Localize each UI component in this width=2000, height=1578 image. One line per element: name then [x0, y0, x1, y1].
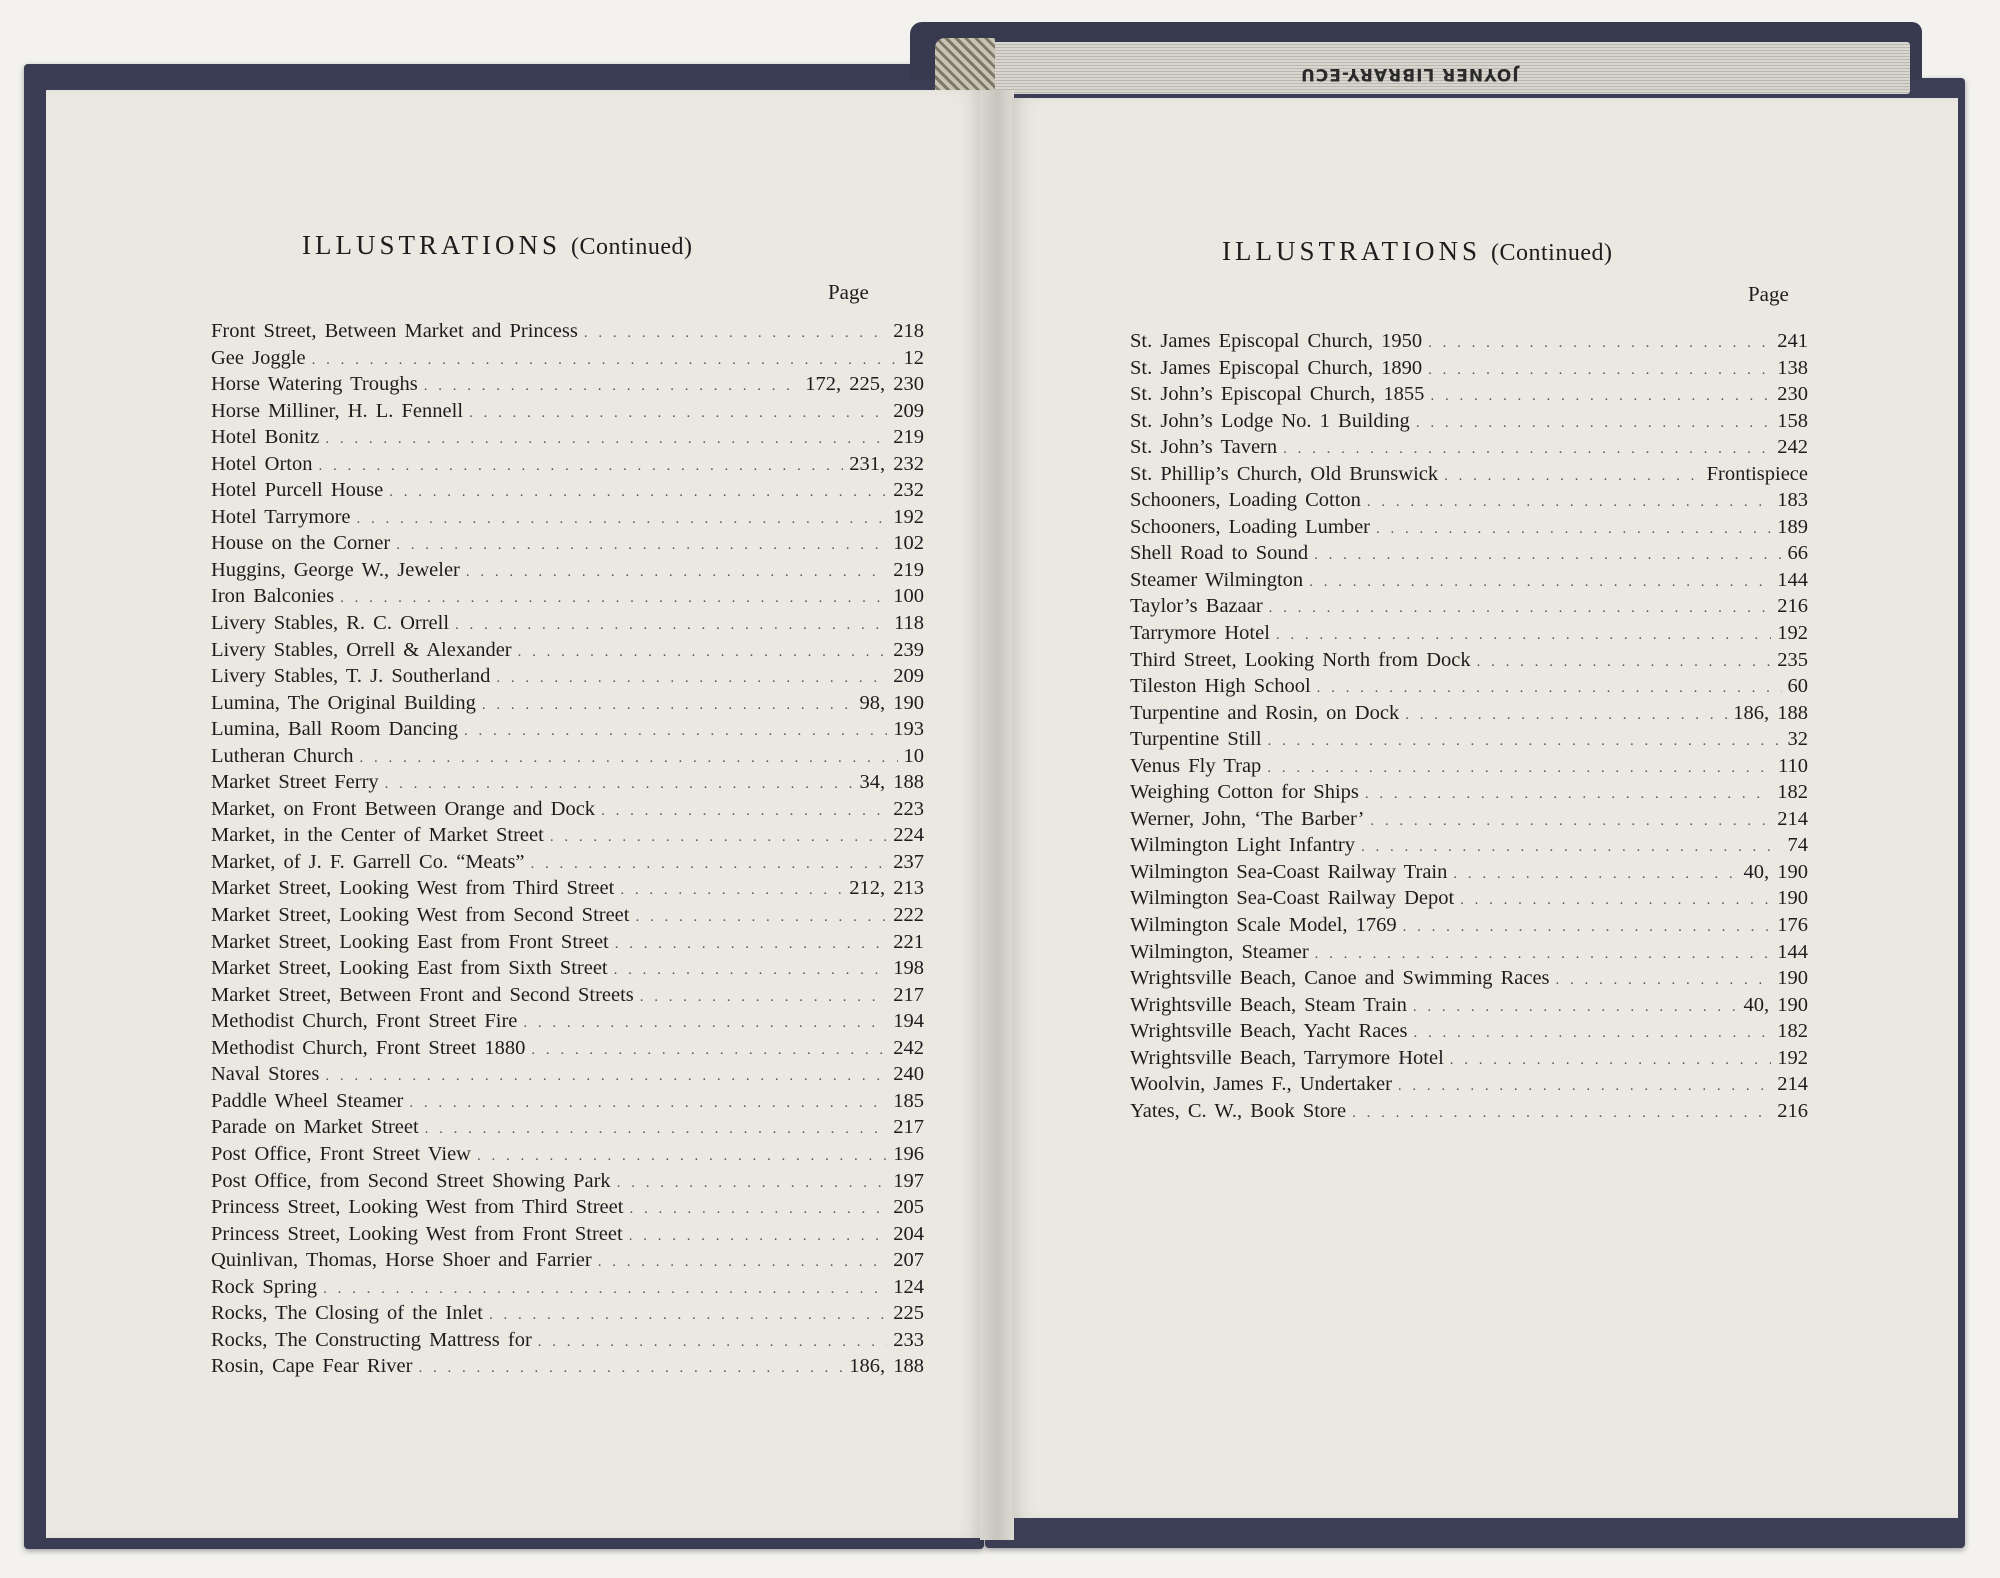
- entry-page-number: 185: [893, 1089, 924, 1112]
- entry-page-number: 183: [1777, 489, 1808, 512]
- entry-title: Horse Milliner, H. L. Fennell: [211, 399, 464, 422]
- dot-leader: [1450, 1052, 1771, 1069]
- entry-page-number: 194: [893, 1010, 924, 1033]
- entry-page-number: 218: [893, 320, 924, 342]
- entry-title: Schooners, Loading Lumber: [1130, 515, 1370, 538]
- dot-leader: [357, 511, 888, 528]
- entry-page-number: 232: [893, 479, 924, 502]
- entry-title: Market, on Front Between Orange and Dock: [211, 797, 596, 820]
- dot-leader: [523, 1015, 887, 1032]
- entry-title: Werner, John, ‘The Barber’: [1130, 807, 1365, 830]
- dot-leader: [1460, 892, 1771, 909]
- entry-title: Parade on Market Street: [211, 1116, 419, 1139]
- entry-page-number: 182: [1777, 781, 1808, 804]
- right-title-suffix: (Continued): [1491, 240, 1613, 266]
- left-entry: [211, 1010, 924, 1037]
- left-entry: [211, 984, 924, 1011]
- right-entry: [1130, 516, 1808, 543]
- entry-title: Hotel Orton: [211, 452, 313, 475]
- entry-title: Livery Stables, T. J. Southerland: [211, 665, 491, 688]
- entry-title: Wrightsville Beach, Yacht Races: [1130, 1020, 1408, 1043]
- entry-page-number: 189: [1777, 515, 1808, 538]
- left-entry: [211, 1143, 924, 1170]
- dot-leader: [1444, 468, 1701, 485]
- dot-leader: [466, 564, 887, 581]
- entry-page-number: 219: [893, 426, 924, 449]
- entry-title: Livery Stables, R. C. Orrell: [211, 612, 450, 635]
- right-entry: [1130, 1047, 1808, 1074]
- entry-page-number: 98, 190: [859, 691, 924, 714]
- dot-leader: [584, 325, 887, 342]
- left-entry: [211, 532, 924, 559]
- entry-title: Market, in the Center of Market Street: [211, 824, 544, 847]
- left-title-text: ILLUSTRATIONS: [302, 230, 561, 260]
- dot-leader: [425, 1121, 888, 1138]
- entry-title: Venus Fly Trap: [1130, 754, 1262, 777]
- entry-page-number: 40, 190: [1743, 993, 1808, 1016]
- entry-title: St. James Episcopal Church, 1890: [1130, 356, 1423, 379]
- dot-leader: [1376, 521, 1771, 538]
- left-title-suffix: (Continued): [571, 234, 693, 260]
- entry-title: Market Street, Looking East from Front Street: [211, 930, 609, 953]
- entry-page-number: 100: [893, 585, 924, 608]
- dot-leader: [325, 431, 887, 448]
- entry-title: Taylor’s Bazaar: [1130, 595, 1263, 618]
- entry-page-number: 214: [1777, 807, 1808, 830]
- entry-title: Wilmington Sea-Coast Railway Depot: [1130, 887, 1455, 910]
- entry-title: Lutheran Church: [211, 744, 354, 767]
- entry-page-number: 207: [893, 1249, 924, 1272]
- left-entry-list: [211, 320, 924, 1382]
- right-entry: [1130, 463, 1808, 490]
- left-entry: [211, 1249, 924, 1276]
- dot-leader: [455, 617, 888, 634]
- entry-page-number: 239: [893, 638, 924, 661]
- dot-leader: [1428, 362, 1771, 379]
- dot-leader: [1267, 760, 1772, 777]
- right-entry: [1130, 357, 1808, 384]
- entry-title: Wilmington Sea-Coast Railway Train: [1130, 860, 1448, 883]
- dot-leader: [1403, 919, 1772, 936]
- entry-page-number: 192: [893, 505, 924, 528]
- left-entry: [211, 320, 924, 347]
- right-page: [1012, 98, 1958, 1518]
- right-entry: [1130, 728, 1808, 755]
- dot-leader: [1361, 839, 1782, 856]
- entry-page-number: 237: [893, 850, 924, 873]
- entry-page-number: 118: [894, 612, 924, 635]
- right-entry: [1130, 569, 1808, 596]
- left-entry: [211, 1063, 924, 1090]
- left-entry: [211, 798, 924, 825]
- left-entry: [211, 1355, 924, 1382]
- left-entry: [211, 824, 924, 851]
- left-entry: [211, 1276, 924, 1303]
- left-entry: [211, 904, 924, 931]
- entry-page-number: 197: [893, 1169, 924, 1192]
- entry-title: Steamer Wilmington: [1130, 568, 1304, 591]
- entry-page-number: 138: [1777, 356, 1808, 379]
- dot-leader: [1416, 415, 1771, 432]
- entry-title: Quinlivan, Thomas, Horse Shoer and Farrier: [211, 1249, 592, 1272]
- entry-page-number: 192: [1777, 1046, 1808, 1069]
- entry-title: Hotel Tarrymore: [211, 505, 351, 528]
- dot-leader: [1477, 654, 1772, 671]
- entry-page-number: 190: [1777, 887, 1808, 910]
- dot-leader: [518, 644, 888, 661]
- dot-leader: [1365, 786, 1771, 803]
- entry-title: Wrightsville Beach, Steam Train: [1130, 993, 1407, 1016]
- entry-page-number: 66: [1787, 542, 1808, 565]
- dot-leader: [1413, 999, 1738, 1016]
- right-entry: [1130, 702, 1808, 729]
- dot-leader: [1352, 1105, 1771, 1122]
- dot-leader: [1315, 946, 1772, 963]
- right-entry: [1130, 887, 1808, 914]
- dot-leader: [601, 803, 887, 820]
- entry-page-number: 242: [1777, 436, 1808, 459]
- right-entry: [1130, 1020, 1808, 1047]
- entry-page-number: 144: [1777, 568, 1808, 591]
- entry-title: Princess Street, Looking West from Third Street: [211, 1196, 624, 1219]
- entry-title: Yates, C. W., Book Store: [1130, 1099, 1347, 1122]
- left-entry: [211, 585, 924, 612]
- dot-leader: [1556, 972, 1772, 989]
- right-entry: [1130, 967, 1808, 994]
- entry-page-number: 182: [1777, 1020, 1808, 1043]
- dot-leader: [1405, 707, 1727, 724]
- left-entry: [211, 426, 924, 453]
- entry-title: Wrightsville Beach, Canoe and Swimming Races: [1130, 967, 1550, 990]
- entry-title: Post Office, Front Street View: [211, 1142, 471, 1165]
- entry-title: Market Street, Between Front and Second Streets: [211, 983, 634, 1006]
- left-entry: [211, 400, 924, 427]
- entry-title: Rocks, The Constructing Mattress for: [211, 1328, 532, 1351]
- right-entry: [1130, 914, 1808, 941]
- left-entry: [211, 559, 924, 586]
- entry-title: Weighing Cotton for Ships: [1130, 781, 1359, 804]
- dot-leader: [340, 590, 887, 607]
- right-entry-list: [1130, 330, 1808, 1126]
- dot-leader: [1283, 441, 1771, 458]
- entry-title: Princess Street, Looking West from Front Street: [211, 1222, 623, 1245]
- left-entry: [211, 877, 924, 904]
- dot-leader: [640, 989, 887, 1006]
- dot-leader: [325, 1068, 887, 1085]
- dot-leader: [323, 1281, 887, 1298]
- entry-title: Market Street Ferry: [211, 771, 379, 794]
- right-entry: [1130, 542, 1808, 569]
- entry-page-number: 193: [893, 718, 924, 741]
- entry-page-number: 231, 232: [849, 452, 924, 475]
- entry-page-number: Frontispiece: [1706, 462, 1808, 485]
- dot-leader: [635, 909, 887, 926]
- entry-page-number: 32: [1787, 728, 1808, 751]
- book-gutter: [980, 90, 1014, 1540]
- dot-leader: [629, 1228, 888, 1245]
- dot-leader: [418, 1360, 843, 1377]
- entry-title: Naval Stores: [211, 1063, 320, 1086]
- entry-title: Tarrymore Hotel: [1130, 622, 1270, 645]
- entry-page-number: 242: [893, 1036, 924, 1059]
- entry-page-number: 190: [1777, 967, 1808, 990]
- entry-page-number: 209: [893, 665, 924, 688]
- entry-title: Hotel Bonitz: [211, 426, 320, 449]
- dot-leader: [1268, 733, 1782, 750]
- dot-leader: [1276, 627, 1771, 644]
- dot-leader: [1430, 388, 1771, 405]
- entry-title: Third Street, Looking North from Dock: [1130, 648, 1471, 671]
- left-entry: [211, 347, 924, 374]
- entry-page-number: 10: [903, 744, 924, 767]
- right-entry: [1130, 1100, 1808, 1127]
- entry-title: St. John’s Lodge No. 1 Building: [1130, 409, 1410, 432]
- entry-title: St. Phillip’s Church, Old Brunswick: [1130, 462, 1439, 485]
- entry-page-number: 235: [1777, 648, 1808, 671]
- dot-leader: [1309, 574, 1771, 591]
- dot-leader: [464, 723, 887, 740]
- dot-leader: [1453, 866, 1737, 883]
- entry-page-number: 186, 188: [849, 1355, 924, 1378]
- dot-leader: [477, 1148, 887, 1165]
- left-entry: [211, 931, 924, 958]
- entry-page-number: 225: [893, 1302, 924, 1325]
- dot-leader: [389, 484, 887, 501]
- dot-leader: [385, 776, 854, 793]
- entry-page-number: 216: [1777, 595, 1808, 618]
- left-entry: [211, 665, 924, 692]
- entry-page-number: 223: [893, 797, 924, 820]
- entry-title: Lumina, The Original Building: [211, 691, 476, 714]
- left-entry: [211, 692, 924, 719]
- entry-page-number: 205: [893, 1196, 924, 1219]
- left-entry: [211, 1302, 924, 1329]
- right-entry: [1130, 383, 1808, 410]
- entry-title: Front Street, Between Market and Princess: [211, 320, 578, 342]
- right-entry: [1130, 675, 1808, 702]
- entry-page-number: 241: [1777, 330, 1808, 352]
- left-entry: [211, 1170, 924, 1197]
- left-entry: [211, 1116, 924, 1143]
- dot-leader: [482, 697, 854, 714]
- left-entry: [211, 745, 924, 772]
- entry-page-number: 12: [903, 346, 924, 369]
- entry-title: Wrightsville Beach, Tarrymore Hotel: [1130, 1046, 1444, 1069]
- right-entry: [1130, 410, 1808, 437]
- entry-page-number: 212, 213: [849, 877, 924, 900]
- left-entry: [211, 1037, 924, 1064]
- right-title-text: ILLUSTRATIONS: [1222, 236, 1481, 266]
- entry-title: Wilmington Light Infantry: [1130, 834, 1355, 857]
- entry-page-number: 192: [1777, 622, 1808, 645]
- entry-title: Rock Spring: [211, 1275, 318, 1298]
- left-entry: [211, 612, 924, 639]
- dot-leader: [424, 378, 800, 395]
- left-entry: [211, 453, 924, 480]
- entry-page-number: 214: [1777, 1073, 1808, 1096]
- entry-title: Turpentine Still: [1130, 728, 1262, 751]
- entry-page-number: 74: [1787, 834, 1808, 857]
- right-entry: [1130, 595, 1808, 622]
- dot-leader: [312, 352, 898, 369]
- left-page-title: [302, 230, 692, 261]
- entry-page-number: 209: [893, 399, 924, 422]
- entry-page-number: 217: [893, 983, 924, 1006]
- right-entry: [1130, 649, 1808, 676]
- entry-page-number: 240: [893, 1063, 924, 1086]
- dot-leader: [617, 1175, 888, 1192]
- dot-leader: [319, 458, 844, 475]
- dot-leader: [531, 856, 888, 873]
- right-entry: [1130, 808, 1808, 835]
- entry-title: Market Street, Looking West from Third Street: [211, 877, 615, 900]
- entry-title: Horse Watering Troughs: [211, 373, 418, 396]
- dot-leader: [598, 1254, 888, 1271]
- entry-page-number: 196: [893, 1142, 924, 1165]
- entry-title: Huggins, George W., Jeweler: [211, 558, 460, 581]
- dot-leader: [409, 1095, 887, 1112]
- right-entry: [1130, 1073, 1808, 1100]
- right-entry: [1130, 861, 1808, 888]
- dot-leader: [359, 750, 897, 767]
- entry-title: Shell Road to Sound: [1130, 542, 1309, 565]
- left-entry: [211, 1090, 924, 1117]
- left-entry: [211, 1329, 924, 1356]
- entry-title: Market Street, Looking West from Second Street: [211, 904, 630, 927]
- left-page-column-label: Page: [828, 280, 869, 304]
- dot-leader: [1398, 1078, 1771, 1095]
- dot-leader: [469, 405, 887, 422]
- entry-title: Methodist Church, Front Street Fire: [211, 1010, 518, 1033]
- dot-leader: [1314, 547, 1781, 564]
- dot-leader: [550, 829, 887, 846]
- entry-page-number: 60: [1787, 675, 1808, 698]
- right-entry: [1130, 781, 1808, 808]
- entry-title: St. James Episcopal Church, 1950: [1130, 330, 1423, 352]
- entry-page-number: 144: [1777, 940, 1808, 963]
- entry-page-number: 230: [1777, 383, 1808, 406]
- entry-page-number: 217: [893, 1116, 924, 1139]
- dot-leader: [496, 670, 887, 687]
- entry-title: Livery Stables, Orrell & Alexander: [211, 638, 512, 661]
- entry-title: St. John’s Episcopal Church, 1855: [1130, 383, 1425, 406]
- right-entry: [1130, 941, 1808, 968]
- left-entry: [211, 1223, 924, 1250]
- entry-title: Rosin, Cape Fear River: [211, 1355, 413, 1378]
- dot-leader: [620, 882, 843, 899]
- entry-title: Market, of J. F. Garrell Co. “Meats”: [211, 850, 525, 873]
- left-entry: [211, 851, 924, 878]
- dot-leader: [1317, 680, 1782, 697]
- left-page: [46, 90, 982, 1538]
- dot-leader: [538, 1334, 887, 1351]
- entry-title: St. John’s Tavern: [1130, 436, 1278, 459]
- dot-leader: [1428, 335, 1771, 352]
- left-entry: [211, 479, 924, 506]
- left-entry: [211, 771, 924, 798]
- entry-page-number: 224: [893, 824, 924, 847]
- entry-title: Wilmington, Steamer: [1130, 940, 1309, 963]
- entry-title: Schooners, Loading Cotton: [1130, 489, 1361, 512]
- entry-page-number: 221: [893, 930, 924, 953]
- entry-page-number: 233: [893, 1328, 924, 1351]
- right-entry: [1130, 834, 1808, 861]
- entry-page-number: 186, 188: [1733, 701, 1808, 724]
- left-entry: [211, 1196, 924, 1223]
- dot-leader: [1370, 813, 1771, 830]
- right-page-title: [1222, 236, 1612, 267]
- entry-page-number: 172, 225, 230: [805, 373, 924, 396]
- entry-title: Rocks, The Closing of the Inlet: [211, 1302, 483, 1325]
- dot-leader: [1413, 1025, 1771, 1042]
- right-entry: [1130, 994, 1808, 1021]
- entry-page-number: 198: [893, 957, 924, 980]
- entry-page-number: 158: [1777, 409, 1808, 432]
- right-entry: [1130, 436, 1808, 463]
- entry-title: Wilmington Scale Model, 1769: [1130, 914, 1397, 937]
- left-entry: [211, 639, 924, 666]
- left-entry: [211, 957, 924, 984]
- entry-title: Gee Joggle: [211, 346, 306, 369]
- entry-page-number: 216: [1777, 1099, 1808, 1122]
- dot-leader: [629, 1201, 887, 1218]
- entry-page-number: 204: [893, 1222, 924, 1245]
- entry-title: Turpentine and Rosin, on Dock: [1130, 701, 1400, 724]
- entry-title: Market Street, Looking East from Sixth Street: [211, 957, 608, 980]
- dot-leader: [489, 1307, 887, 1324]
- right-entry: [1130, 489, 1808, 516]
- entry-page-number: 40, 190: [1743, 860, 1808, 883]
- dot-leader: [615, 936, 888, 953]
- right-page-column-label: Page: [1748, 282, 1789, 306]
- entry-page-number: 176: [1777, 914, 1808, 937]
- dot-leader: [1269, 600, 1772, 617]
- left-entry: [211, 718, 924, 745]
- entry-title: Hotel Purcell House: [211, 479, 384, 502]
- entry-title: House on the Corner: [211, 532, 391, 555]
- entry-title: Tileston High School: [1130, 675, 1311, 698]
- entry-page-number: 219: [893, 558, 924, 581]
- entry-title: Lumina, Ball Room Dancing: [211, 718, 458, 741]
- dot-leader: [614, 962, 888, 979]
- entry-title: Iron Balconies: [211, 585, 335, 608]
- entry-page-number: 102: [893, 532, 924, 555]
- entry-title: Post Office, from Second Street Showing Park: [211, 1169, 611, 1192]
- dot-leader: [1367, 494, 1771, 511]
- dot-leader: [396, 537, 887, 554]
- entry-title: Methodist Church, Front Street 1880: [211, 1036, 526, 1059]
- entry-title: Woolvin, James F., Undertaker: [1130, 1073, 1392, 1096]
- left-entry: [211, 373, 924, 400]
- library-stamp: JOYNER LIBRARY-ECU: [1300, 64, 1519, 84]
- entry-title: Paddle Wheel Steamer: [211, 1089, 404, 1112]
- right-entry: [1130, 622, 1808, 649]
- right-entry: [1130, 330, 1808, 357]
- entry-page-number: 110: [1778, 754, 1808, 777]
- entry-page-number: 34, 188: [859, 771, 924, 794]
- entry-page-number: 124: [893, 1275, 924, 1298]
- left-entry: [211, 506, 924, 533]
- right-entry: [1130, 755, 1808, 782]
- dot-leader: [531, 1042, 887, 1059]
- entry-page-number: 222: [893, 904, 924, 927]
